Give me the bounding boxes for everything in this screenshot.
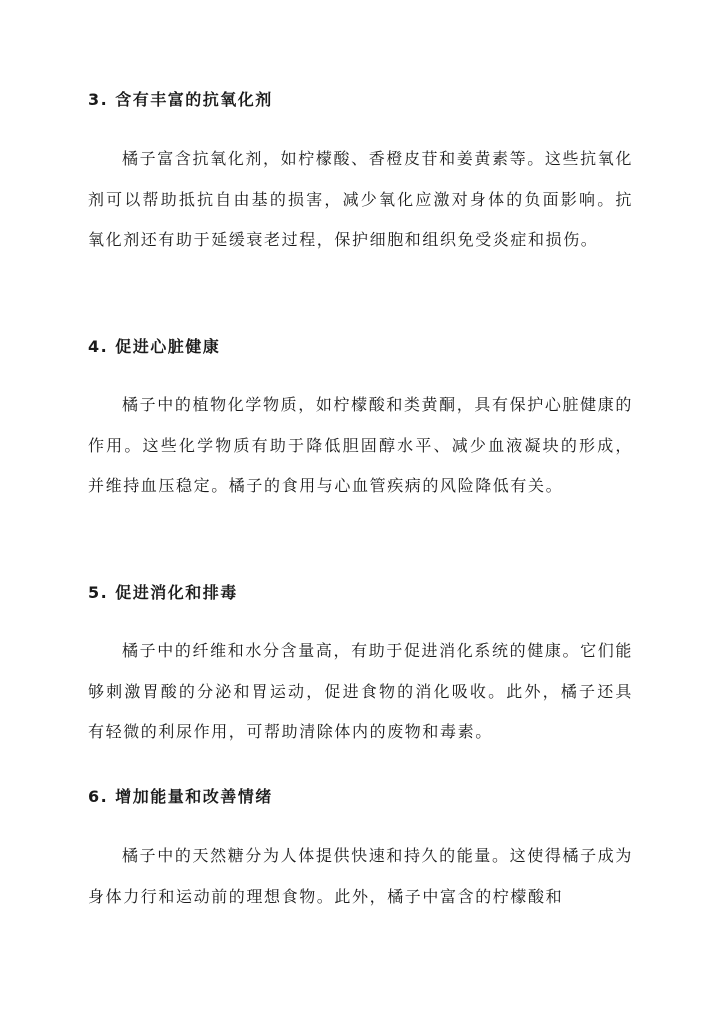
section-6-paragraph: 橘子中的天然糖分为人体提供快速和持久的能量。这使得橘子成为身体力行和运动前的理想食物。此外，橘子中富含的柠檬酸和 xyxy=(88,846,633,906)
section-6-heading: 6. 增加能量和改善情绪 xyxy=(88,787,273,806)
section-5-heading: 5. 促进消化和排毒 xyxy=(88,583,238,602)
section-3-heading: 3. 含有丰富的抗氧化剂 xyxy=(88,90,273,109)
section-4-paragraph: 橘子中的植物化学物质，如柠檬酸和类黄酮，具有保护心脏健康的作用。这些化学物质有助于降低胆固醇水平、减少血液凝块的形成，并维持血压稳定。橘子的食用与心血管疾病的风险降低有关。 xyxy=(88,395,633,495)
section-4-heading: 4. 促进心脏健康 xyxy=(88,337,221,356)
section-5-paragraph: 橘子中的纤维和水分含量高，有助于促进消化系统的健康。它们能够刺激胃酸的分泌和胃运动，促进食物的消化吸收。此外，橘子还具有轻微的利尿作用，可帮助清除体内的废物和毒素。 xyxy=(88,641,633,741)
section-3-paragraph: 橘子富含抗氧化剂，如柠檬酸、香橙皮苷和姜黄素等。这些抗氧化剂可以帮助抵抗自由基的损害，减少氧化应激对身体的负面影响。抗氧化剂还有助于延缓衰老过程，保护细胞和组织免受炎症和损伤。 xyxy=(88,149,633,249)
